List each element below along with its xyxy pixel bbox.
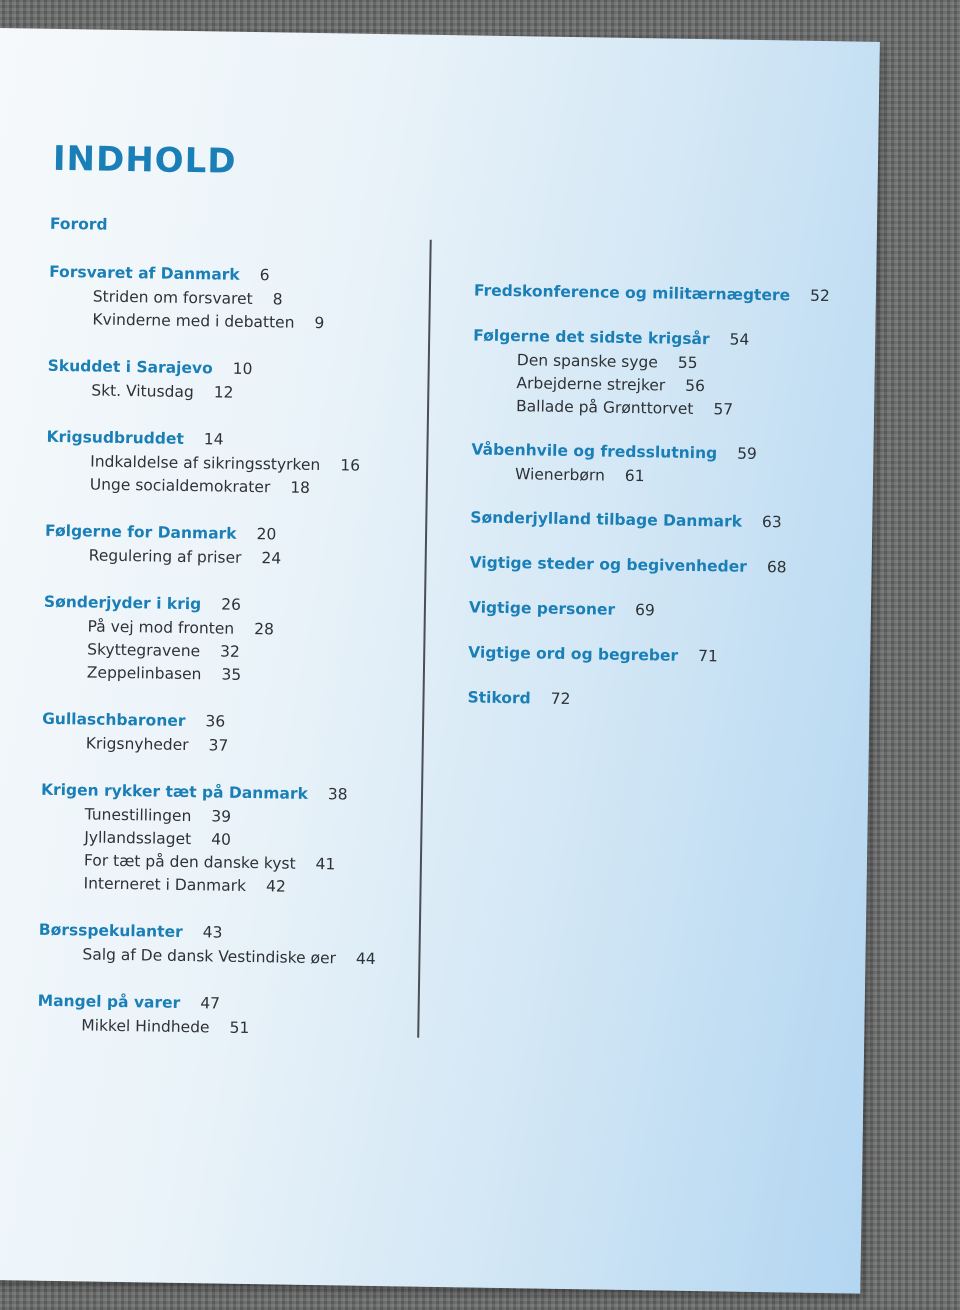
toc-subentry-label: Zeppelinbasen (86, 663, 202, 684)
toc-section (39, 781, 401, 903)
toc-section (45, 522, 406, 575)
toc-page-number: 40 (211, 830, 232, 849)
toc-heading (467, 688, 827, 718)
toc-subentry-label: Skyttegravene (87, 640, 201, 661)
toc-subentry-label: Den spanske syge (516, 351, 659, 372)
toc-page-number: 47 (200, 994, 221, 1013)
toc-heading-label: Vigtige steder og begivenheder (469, 553, 748, 576)
toc-heading (474, 281, 834, 311)
toc-section (37, 992, 398, 1045)
toc-heading-label: Følgerne det sidste krigsår (473, 326, 710, 349)
toc-page-number: 28 (254, 620, 275, 639)
toc-page-number: 51 (229, 1018, 250, 1038)
toc-page-number: 43 (202, 923, 223, 942)
toc-subentry (46, 475, 406, 504)
toc-heading-label: Mangel på varer (37, 991, 181, 1012)
toc-subentry-label: Regulering af priser (88, 546, 242, 567)
toc-heading-label: Fredskonference og militærnægtere (473, 281, 791, 305)
toc-page-number: 71 (697, 647, 719, 666)
toc-heading (469, 553, 829, 583)
toc-section (471, 440, 832, 493)
toc-section (467, 688, 827, 718)
toc-page-number: 16 (340, 456, 361, 475)
toc-page-number: 8 (272, 290, 283, 309)
toc-page-number: 32 (219, 642, 241, 661)
toc-page-number: 14 (203, 430, 224, 449)
toc-heading (50, 215, 410, 245)
toc-subentry-label: Ballade på Grønttorvet (515, 397, 694, 418)
toc-subentry-label: Jyllandsslaget (84, 828, 192, 849)
toc-right-column (467, 281, 834, 739)
toc-section (469, 598, 829, 628)
toc-page-number: 41 (315, 855, 336, 874)
toc-heading-label: Gullaschbaroner (42, 709, 186, 730)
toc-subentry (47, 381, 407, 410)
toc-page-number: 38 (327, 785, 348, 804)
toc-page-number: 26 (221, 595, 242, 614)
toc-heading (468, 643, 828, 673)
toc-page-number: 35 (221, 665, 242, 684)
toc-section (50, 215, 410, 245)
toc-page-number: 9 (314, 313, 325, 333)
toc-page-number: 69 (634, 601, 655, 620)
toc-section (46, 428, 407, 504)
toc-heading-label: Vigtige ord og begreber (468, 643, 679, 665)
toc-page-number: 39 (211, 807, 232, 826)
toc-page-number: 61 (624, 466, 645, 486)
toc-section (470, 508, 830, 538)
toc-subentry-label: Indkaldelse af sikringsstyrken (90, 452, 321, 475)
toc-subentry (37, 1016, 397, 1045)
toc-heading-label: Krigen rykker tæt på Danmark (40, 780, 308, 803)
toc-subentry (42, 734, 402, 763)
toc-section (48, 263, 409, 339)
toc-section (469, 553, 829, 583)
toc-section (468, 643, 828, 673)
toc-subentry (45, 546, 405, 575)
toc-subentry (39, 874, 399, 903)
toc-section (472, 326, 833, 425)
toc-heading-label: Skuddet i Sarajevo (47, 356, 213, 378)
toc-subentry-label: Interneret i Danmark (83, 874, 247, 895)
toc-page-number: 44 (355, 949, 376, 969)
toc-subentry (471, 464, 831, 493)
toc-page-number: 55 (677, 353, 698, 372)
toc-section (47, 357, 408, 410)
toc-heading-label: Forord (49, 214, 108, 234)
toc-subentry-label: Wienerbørn (514, 465, 605, 485)
toc-page-number: 20 (256, 525, 277, 544)
toc-heading (470, 508, 830, 538)
toc-page-number: 12 (213, 383, 234, 402)
toc-section (38, 921, 399, 974)
toc-page-number: 56 (685, 376, 706, 396)
toc-page-number: 57 (713, 400, 734, 419)
toc-subentry-label: Striden om forsvaret (92, 287, 253, 309)
toc-heading-label: Krigsudbruddet (46, 427, 185, 448)
toc-subentry-label: Tunestillingen (84, 805, 192, 826)
toc-subentry-label: Mikkel Hindhede (81, 1016, 210, 1037)
toc-left-column (37, 215, 410, 1069)
toc-section (43, 593, 404, 692)
toc-page-number: 36 (205, 712, 226, 731)
toc-page-number: 59 (737, 444, 758, 463)
toc-heading-label: Sønderjylland tilbage Danmark (470, 508, 743, 531)
toc-heading-label: Følgerne for Danmark (44, 521, 237, 543)
toc-heading-label: Forsvaret af Danmark (49, 262, 240, 284)
toc-page-number: 18 (290, 478, 311, 497)
book-page (0, 28, 880, 1294)
toc-heading-label: Børsspekulanter (38, 920, 183, 941)
toc-page-number: 6 (259, 266, 270, 285)
toc-page-number: 24 (261, 549, 282, 568)
toc-subentry-label: Salg af De dansk Vestindiske øer (82, 945, 337, 968)
toc-subentry-label: Arbejderne strejker (516, 374, 666, 395)
toc-page-number: 42 (265, 877, 286, 896)
toc-subentry-label: Unge socialdemokrater (89, 475, 271, 497)
toc-section (42, 710, 403, 763)
toc-page-number: 37 (208, 736, 229, 755)
toc-subentry (472, 396, 832, 425)
toc-page-number: 68 (766, 558, 787, 577)
toc-page-number: 63 (761, 513, 782, 532)
toc-heading (469, 598, 829, 628)
toc-heading-label: Stikord (467, 688, 531, 708)
toc-subentry-label: Krigsnyheder (85, 734, 189, 755)
toc-page-number: 52 (809, 286, 830, 306)
toc-section (474, 281, 834, 311)
toc-heading-label: Vigtige personer (468, 598, 616, 619)
toc-page-number: 72 (550, 689, 571, 709)
toc-subentry (48, 310, 408, 339)
toc-page-number: 54 (729, 330, 750, 349)
column-divider (417, 240, 431, 1038)
toc-subentry-label: Kvinderne med i debatten (92, 310, 295, 332)
toc-subentry (43, 663, 403, 692)
toc-subentry-label: På vej mod fronten (87, 617, 235, 638)
toc-heading-label: Våbenhvile og fredsslutning (471, 440, 718, 463)
page-title: INDHOLD (52, 138, 237, 182)
toc-subentry (38, 945, 398, 974)
toc-subentry-label: For tæt på den danske kyst (83, 851, 296, 873)
toc-page-number: 10 (232, 359, 253, 379)
toc-heading-label: Sønderjyder i krig (43, 592, 202, 614)
toc-subentry-label: Skt. Vitusdag (91, 381, 194, 402)
